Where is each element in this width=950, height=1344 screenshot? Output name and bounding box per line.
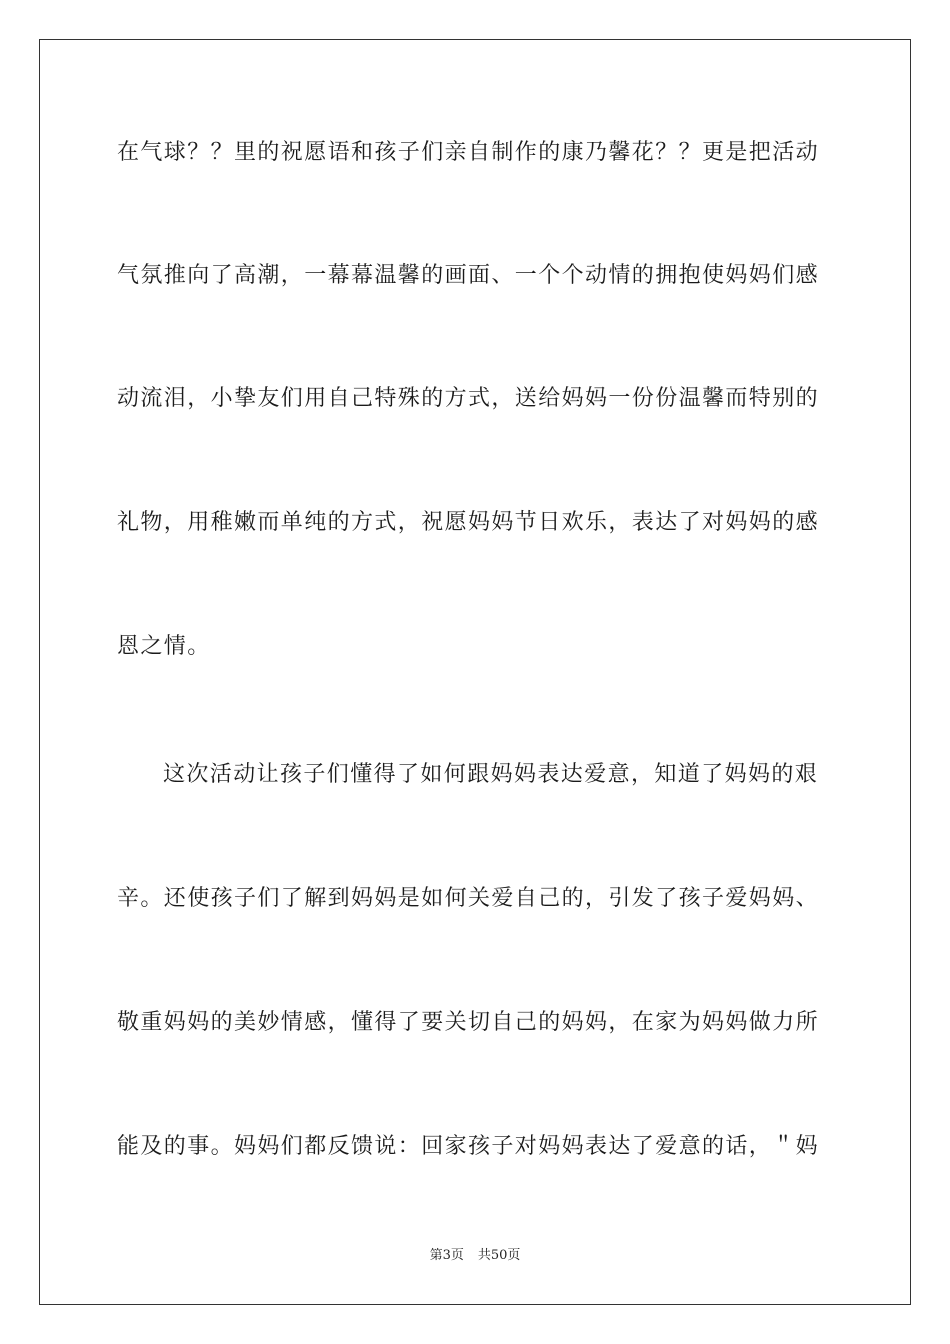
text-line-7: 辛。还使孩子们了解到妈妈是如何关爱自己的，引发了孩子爱妈妈、 [117,886,820,911]
text-line-9: 能及的事。妈妈们都反馈说：回家孩子对妈妈表达了爱意的话，＂妈 [117,1134,820,1159]
page-footer [0,1247,950,1265]
text-line-1: 在气球？？里的祝愿语和孩子们亲自制作的康乃馨花？？更是把活动 [117,140,820,165]
text-line-6: 这次活动让孩子们懂得了如何跟妈妈表达爱意，知道了妈妈的艰 [163,762,819,787]
page-total: 共50页 [477,1248,521,1263]
text-line-3: 动流泪，小挚友们用自己特殊的方式，送给妈妈一份份温馨而特别的 [117,386,820,411]
page-number: 第3页 [429,1248,464,1263]
text-line-4: 礼物，用稚嫩而单纯的方式，祝愿妈妈节日欢乐，表达了对妈妈的感 [117,510,820,535]
text-line-5: 恩之情。 [117,634,211,659]
page-border [39,39,911,1305]
text-line-8: 敬重妈妈的美妙情感，懂得了要关切自己的妈妈，在家为妈妈做力所 [117,1010,820,1035]
text-line-2: 气氛推向了高潮，一幕幕温馨的画面、一个个动情的拥抱使妈妈们感 [117,263,820,288]
